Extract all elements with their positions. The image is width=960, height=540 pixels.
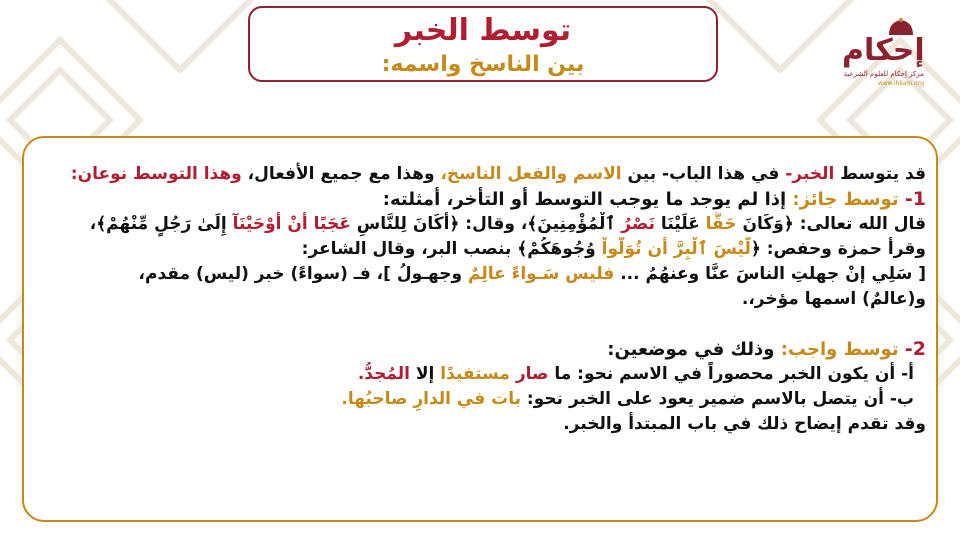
ba-example: بات في الدارِ صاحبُها. <box>341 389 522 409</box>
poem-line-2: و(عالمٌ) اسمها مؤخر،. <box>741 289 926 309</box>
intro-khabar: الخبر- <box>785 164 835 184</box>
last-line: وقد تقدم إيضاح ذلك في باب المبتدأ والخبر. <box>563 414 926 434</box>
intro-line <box>26 162 926 187</box>
title-box <box>248 6 718 82</box>
quran-examples-line <box>26 212 926 237</box>
logo-tagline-2: www.ihkam.org <box>877 80 924 87</box>
quran-text-3: ٱلْمُؤْمِنِينَ﴾، وقال: ﴿أَكَانَ لِلنَّاسِ <box>350 214 622 234</box>
intro-text-3: وهذا مع جميع الأفعال، <box>241 164 441 184</box>
quran-text-4: إِلَىٰ رَجُلٍ مِّنْهُمْ﴾، <box>89 214 233 234</box>
part1-number: 1- <box>904 188 926 210</box>
poem-laysa-sawaan: فليس سَـواءً عالِمٌ <box>468 264 615 284</box>
poem-line <box>26 262 926 287</box>
poem-text-1: [ سَلِي إنْ جهلتِ الناسَ عنَّا وعنهُمُ ... <box>614 264 926 284</box>
ba-line <box>26 387 926 412</box>
alif-text-2: إلا <box>409 364 441 384</box>
spacer <box>26 312 926 337</box>
quran-text-1: قال الله تعالى: ﴿وَكَانَ <box>736 214 926 234</box>
poem-text-2: وجهـولُ ]، فـ (سواءً) خبر (ليس) مقدم، <box>138 264 468 284</box>
part1-description: إذا لم يوجد ما يوجب التوسط أو التأخر، أمثلته: <box>382 189 793 210</box>
alif-mujidd: المُجدُّ. <box>357 364 410 384</box>
quran-haqqan: حَقًّا <box>705 214 737 234</box>
part2-label: توسط واجب: <box>780 339 905 360</box>
quran-ajaban: عَجَبًا أَنْ أَوْحَيْنَآ <box>232 214 351 234</box>
slide-title: توسط الخبر <box>394 13 572 48</box>
hamza-text-2: وُجُوهَكُمْ﴾ بنصب البر، وقال الشاعر: <box>301 239 602 259</box>
part1-heading <box>26 187 926 212</box>
intro-text-2: في هذا الباب- بين <box>621 164 786 184</box>
alif-mustafidan: مستفيدًا <box>440 364 510 384</box>
hamza-hafs-line <box>26 237 926 262</box>
intro-ism-fiil: الاسم والفعل الناسخ، <box>440 164 622 184</box>
alif-sara: صار <box>515 364 549 384</box>
hamza-text-1: وقرأ حمزة وحفص: ﴿ <box>750 239 926 259</box>
logo-tagline: مركز إحكام للعلوم الشرعية <box>843 70 924 78</box>
quran-text-2: عَلَيْنَا <box>655 214 706 234</box>
quran-nasru: نَصْرُ <box>621 214 656 234</box>
content-lines <box>26 162 926 437</box>
part2-number: 2- <box>904 338 926 360</box>
part2-description: وذلك في موضعين: <box>607 339 781 360</box>
content-box <box>22 136 938 522</box>
intro-text-1: قد يتوسط <box>834 164 926 184</box>
alif-text-1: أ- أن يكون الخبر محصوراً في الاسم نحو: ما <box>548 364 914 384</box>
slide-subtitle: بين الناسخ واسمه: <box>381 52 585 77</box>
part1-label: توسط جائز: <box>792 189 905 210</box>
part2-heading <box>26 337 926 362</box>
logo-name: إحكام <box>842 33 925 68</box>
alif-line <box>26 362 926 387</box>
ba-text-1: ب- أن يتصل بالاسم ضمير يعود على الخبر نحو: <box>521 389 914 409</box>
hamza-laysa: لَّيْسَ ٱلْبِرَّ أَن تُوَلُّواْ <box>601 239 751 259</box>
intro-two-types: وهذا التوسط نوعان: <box>70 164 242 184</box>
ihkam-logo <box>842 18 924 98</box>
